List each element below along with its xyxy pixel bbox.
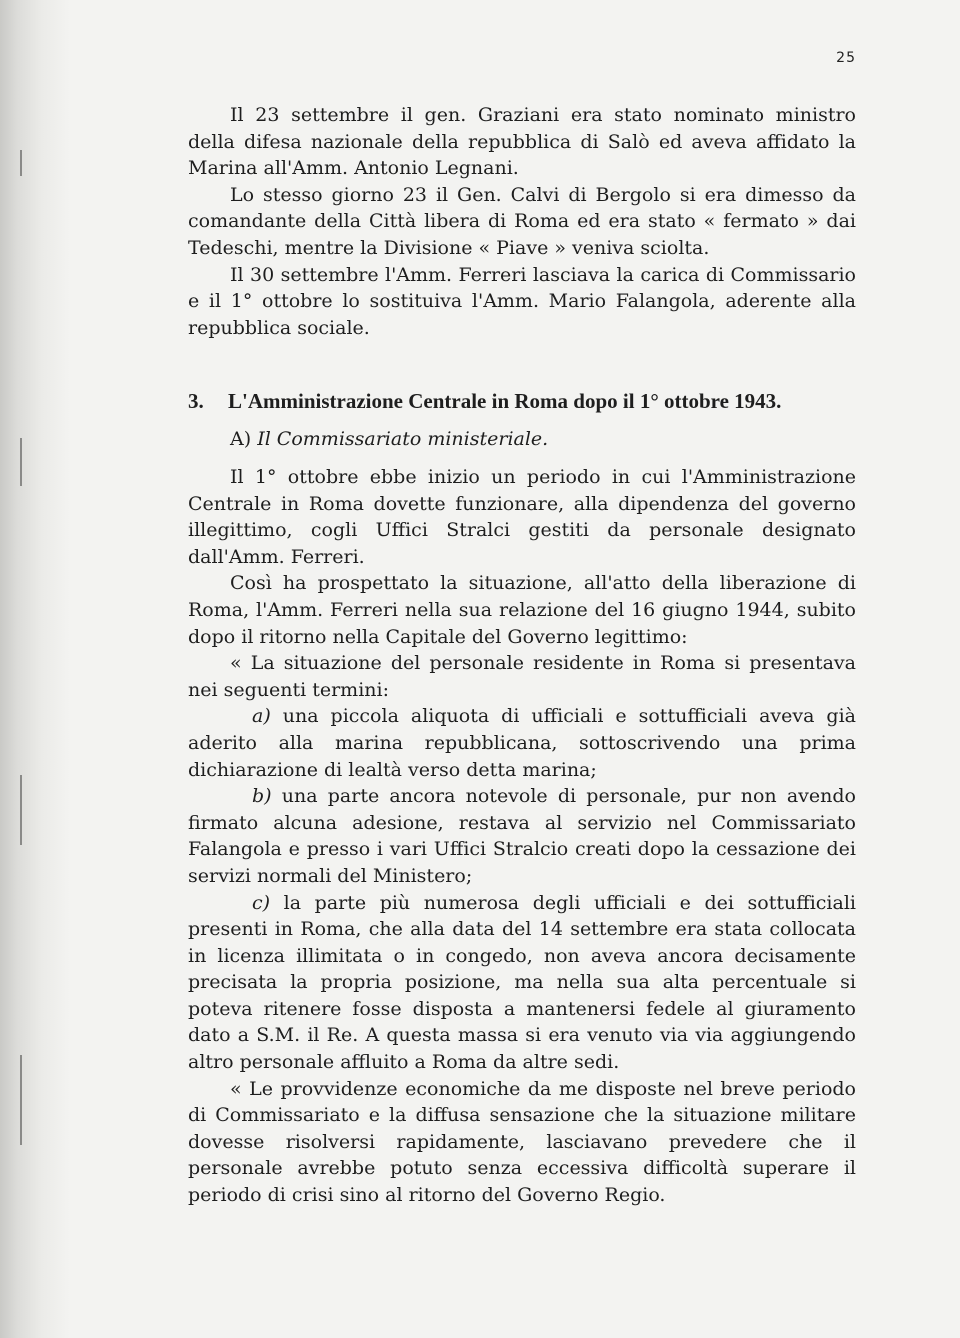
opening-paragraphs bbox=[188, 102, 856, 341]
list-label: b) bbox=[252, 785, 272, 808]
scan-mark bbox=[20, 150, 22, 176]
section-body bbox=[188, 464, 856, 1209]
scan-mark bbox=[20, 438, 22, 486]
section-title: L'Amministrazione Centrale in Roma dopo il 1° ottobre 1943. bbox=[228, 389, 782, 413]
subsection-label: A) bbox=[230, 428, 252, 450]
list-item-a bbox=[188, 703, 856, 783]
subsection-title: Il Commissariato ministeriale. bbox=[257, 428, 549, 450]
paragraph: Così ha prospettato la situazione, all'atto della liberazione di Roma, l'Amm. Ferreri nella sua relazione del 16 giugno 1944, subito dopo il ritorno nella Capitale del Governo legittimo: bbox=[188, 572, 856, 648]
scan-mark bbox=[20, 775, 22, 845]
binding-gutter bbox=[0, 0, 70, 1338]
list-text: una piccola aliquota di ufficiali e sottufficiali aveva già aderito alla marina repubblicana, sottoscrivendo una prima dichiarazione di lealtà verso detta marina; bbox=[188, 705, 856, 781]
list-item-c bbox=[188, 890, 856, 1076]
subsection-heading bbox=[230, 426, 548, 453]
paragraph: Il 1° ottobre ebbe inizio un periodo in cui l'Amministrazione Centrale in Roma dovette funzionare, alla dipendenza del governo illegittimo, cogli Uffici Stralci gestiti da personale designato dall'Amm. Ferreri. bbox=[188, 466, 856, 568]
list-label: a) bbox=[252, 705, 271, 728]
list-label: c) bbox=[252, 891, 271, 914]
paragraph: Il 30 settembre l'Amm. Ferreri lasciava la carica di Commissario e il 1° ottobre lo sostituiva l'Amm. Mario Falangola, aderente alla repubblica sociale. bbox=[188, 263, 856, 339]
list-item-b bbox=[188, 783, 856, 889]
list-text: la parte più numerosa degli ufficiali e dei sottufficiali presenti in Roma, che alla data del 14 settembre era stata collocata in licenza illimitata o in congedo, non aveva ancora decisamente precisata la propria posizione, ma nella sua alta percentuale si poteva ritenere fosse disposta a mantenersi fedele al giuramento dato a S.M. il Re. A questa massa si era venuto via via aggiungendo altro personale affluito a Roma da altre sedi. bbox=[188, 891, 856, 1074]
scan-mark bbox=[20, 1055, 22, 1145]
paragraph: Il 23 settembre il gen. Graziani era stato nominato ministro della difesa nazionale della repubblica di Salò ed aveva affidato la Marina all'Amm. Antonio Legnani. bbox=[188, 104, 856, 180]
quote-paragraph: « Le provvidenze economiche da me disposte nel breve periodo di Commissariato e la diffusa sensazione che la situazione militare dovesse risolversi rapidamente, lasciavano prevedere che il personale avrebbe potuto senza eccessiva difficoltà superare il periodo di crisi sino al ritorno del Governo Regio. bbox=[188, 1077, 856, 1207]
paragraph: Lo stesso giorno 23 il Gen. Calvi di Bergolo si era dimesso da comandante della Città libera di Roma ed era stato « fermato » dai Tedeschi, mentre la Divisione « Piave » veniva sciolta. bbox=[188, 183, 856, 259]
section-heading bbox=[188, 388, 856, 415]
page-number: 25 bbox=[836, 50, 856, 66]
section-number: 3. bbox=[188, 389, 204, 413]
list-text: una parte ancora notevole di personale, pur non avendo firmato alcuna adesione, restava al servizio nel Commissariato Falangola e presso i vari Uffici Stralcio creati dopo la cessazione dei servizi normali del Ministero; bbox=[188, 785, 856, 887]
quote-paragraph: « La situazione del personale residente in Roma si presentava nei seguenti termini: bbox=[188, 652, 856, 701]
